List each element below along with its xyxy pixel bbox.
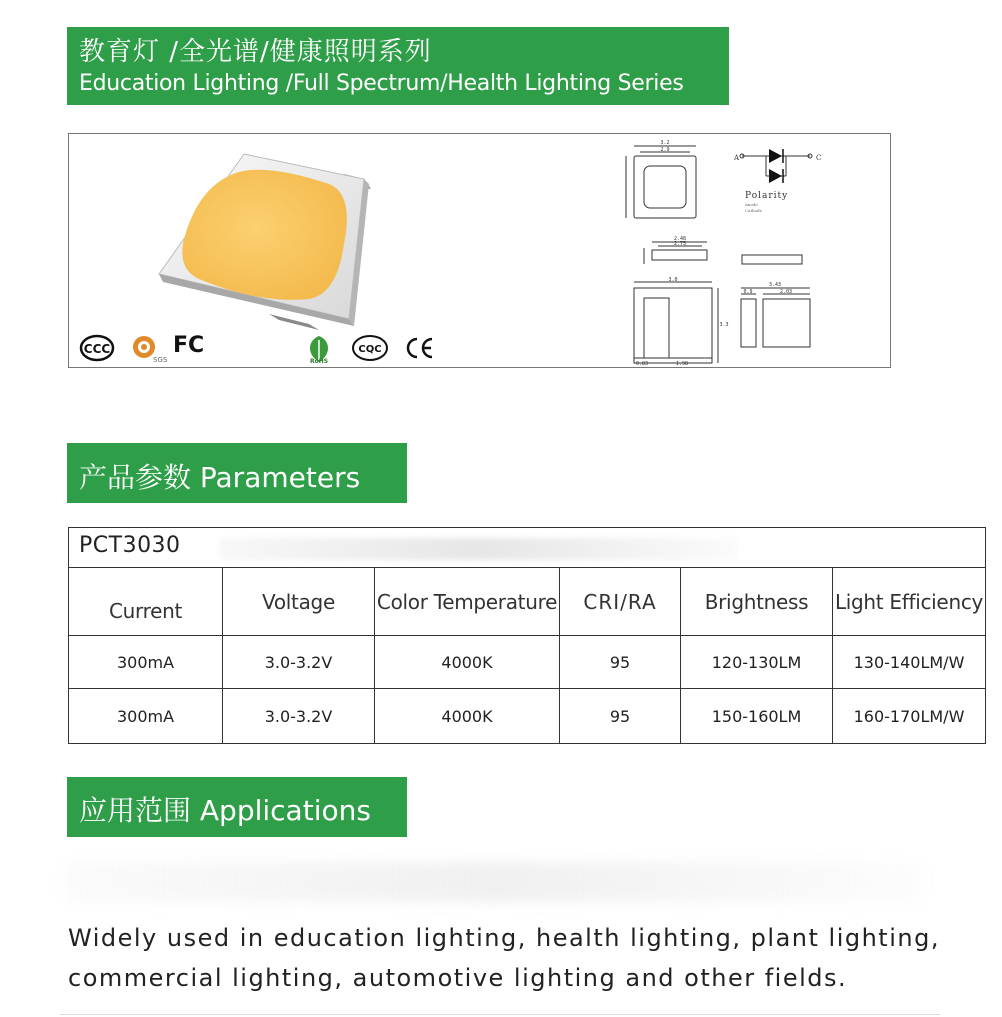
footer-divider [60,1014,940,1015]
dim-bottom-right: 1.98 [675,361,689,367]
dim-top-width-inner: 2.9 [660,147,670,153]
ccc-logo-icon [79,334,115,362]
led-chip-image [149,144,449,334]
table-cell: 95 [560,636,681,689]
header-color-temperature: Color Temperature [375,568,560,636]
svg-text:CCC: CCC [83,342,111,356]
dim-bottom-left: 0.83 [635,361,649,367]
table-cell: 95 [560,689,681,743]
sgs-logo-icon [131,334,168,364]
parameters-table [68,527,986,744]
dim-pad-width: 3.43 [768,282,782,288]
svg-text:CQC: CQC [358,344,382,355]
table-cell: 3.0-3.2V [223,689,375,743]
dim-bottom-width: 3.0 [668,277,678,283]
table-cell: 160-170LM/W [853,706,965,726]
header-voltage: Voltage [223,568,375,636]
dim-pad-left: 0.9 [743,289,753,295]
table-cell: 4000K [375,636,560,689]
applications-description [68,918,968,998]
table-cell: 4000K [375,689,560,743]
series-banner [67,27,729,105]
dimension-drawing [614,136,884,366]
polarity-anode-text: Anode [745,202,758,207]
table-cell: 120-130LM [681,636,833,689]
series-title-en: Education Lighting /Full Spectrum/Health Lighting Series [79,71,684,96]
polarity-label: Polarity [745,191,789,201]
ce-logo-icon [403,334,435,362]
applications-line-2: commercial lighting, automotive lighting and other fields. [68,964,848,992]
parameters-grid [69,568,985,743]
polarity-anode-label: A [734,154,740,162]
dim-bottom-height: 3.3 [719,322,729,328]
header-current: Current [69,568,223,636]
header-cri: CRI/RA [560,568,681,636]
model-row [69,528,985,568]
applications-banner: 应用范围 Applications [67,777,407,837]
table-cell: 150-160LM [681,689,833,743]
svg-text:RoHS: RoHS [309,358,329,365]
table-cell: 130-140LM/W [833,636,985,689]
dim-top-width: 3.2 [660,140,670,146]
rohs-logo-icon [304,334,334,364]
table-cell: 3.0-3.2V [223,636,375,689]
applications-line-1: Widely used in education lighting, health lighting, plant lighting, [68,924,940,952]
dim-pad-right: 2.03 [779,289,793,295]
polarity-diagram [733,149,821,213]
header-light-efficiency: Light Efficiency [833,568,985,636]
blurred-region [65,862,925,902]
header-brightness: Brightness [681,568,833,636]
table-cell: 300mA [69,689,223,743]
parameters-banner: 产品参数 Parameters [67,443,407,503]
series-title-zh: 教育灯 /全光谱/健康照明系列 [79,37,432,67]
dim-side-1: 2.48 [673,236,687,242]
blurred-text [219,538,739,560]
fc-logo-icon: FC [173,333,205,358]
table-cell: 300mA [69,636,223,689]
product-image-panel [68,133,891,368]
dim-side-2: 2.75 [673,241,687,247]
svg-text:SGS: SGS [153,356,168,364]
polarity-cathode-text: Cathode [745,208,762,213]
model-number: PCT3030 [79,533,181,558]
polarity-cathode-label: C [816,154,822,162]
cqc-logo-icon [351,334,389,362]
